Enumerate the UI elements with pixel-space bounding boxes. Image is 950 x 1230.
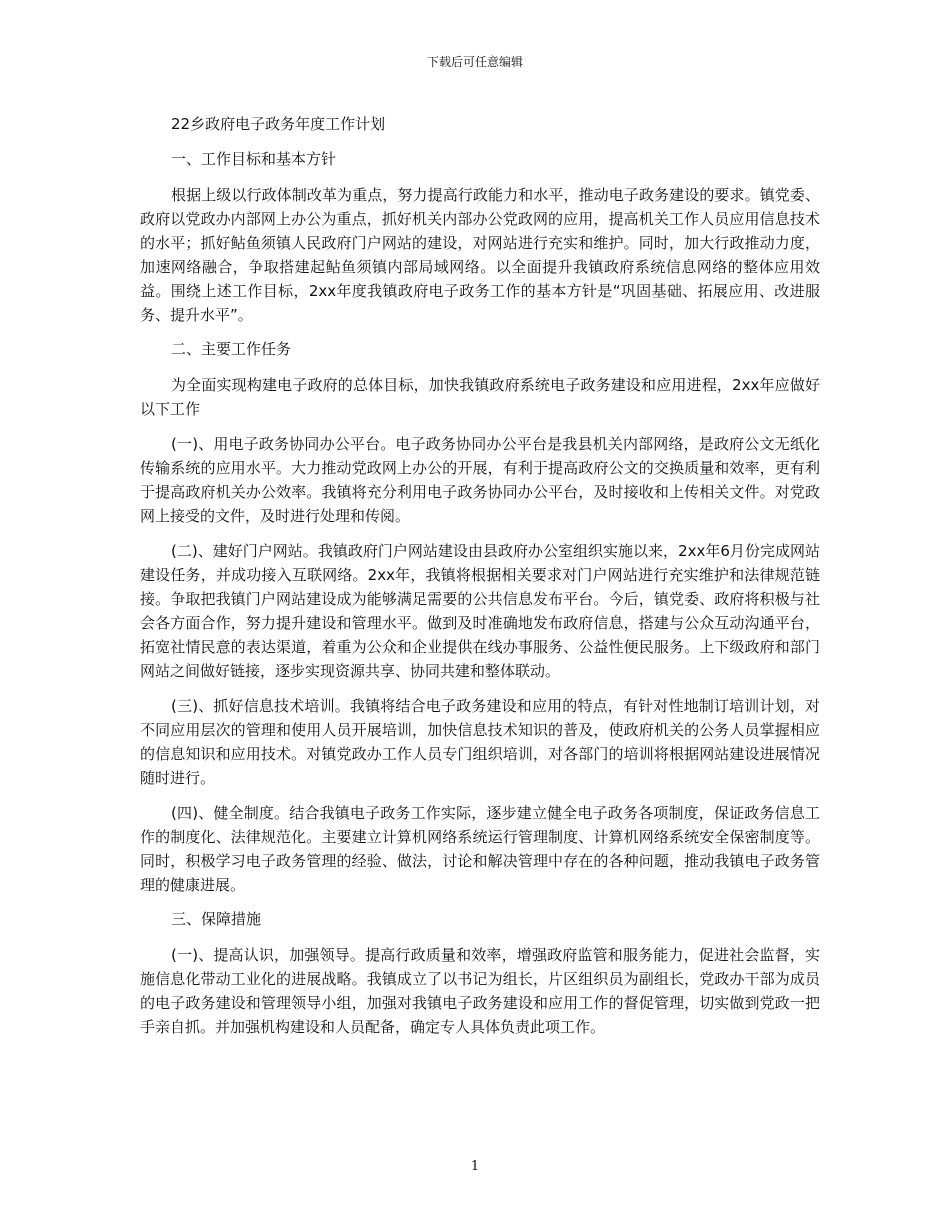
header-note: 下载后可任意编辑 xyxy=(426,55,523,69)
document-title: 22乡政府电子政务年度工作计划 xyxy=(171,115,386,133)
paragraph-task-3: (三)、抓好信息技术培训。我镇将结合电子政务建设和应用的特点，有针对性地制订培训计划，对不同应用层次的管理和使用人员开展培训，加快信息技术知识的普及，使政府机关的公务人员掌握相应的信息知识和应用技术。对镇党政办工作人员专门组织培训，对各部门的培训将根据网站建设进展情况随时进行。 xyxy=(140,697,820,787)
paragraph-measure-1: (一)、提高认识，加强领导。提高行政质量和效率，增强政府监管和服务能力，促进社会监督，实施信息化带动工业化的进展战略。我镇成立了以书记为组长，片区组织员为副组长，党政办干部为成员的电子政务建设和管理领导小组，加强对我镇电子政务建设和应用工作的督促管理，切实做到党政一把手亲自抓。并加强机构建设和人员配备，确定专人具体负责此项工作。 xyxy=(140,946,820,1036)
paragraph-task-4: (四)、健全制度。结合我镇电子政务工作实际，逐步建立健全电子政务各项制度，保证政务信息工作的制度化、法律规范化。主要建立计算机网络系统运行管理制度、计算机网络系统安全保密制度等。同时，积极学习电子政务管理的经验、做法，讨论和解决管理中存在的各种问题，推动我镇电子政务管理的健康进展。 xyxy=(140,804,820,894)
page-number: 1 xyxy=(470,1159,480,1174)
paragraph-task-2: (二)、建好门户网站。我镇政府门户网站建设由县政府办公室组织实施以来，2xx年6月份完成网站建设任务，并成功接入互联网络。2xx年，我镇将根据相关要求对门户网站进行充实维护和法律规范链接。争取把我镇门户网站建设成为能够满足需要的公共信息发布平台。今后，镇党委、政府将积极与社会各方面合作，努力提升建设和管理水平。做到及时准确地发布政府信息，搭建与公众互动沟通平台，拓宽社情民意的表达渠道，着重为公众和企业提供在线办事服务、公益性便民服务。上下级政府和部门网站之间做好链接，逐步实现资源共享、协同共建和整体联动。 xyxy=(140,542,820,680)
paragraph-task-1: (一)、用电子政务协同办公平台。电子政务协同办公平台是我县机关内部网络，是政府公文无纸化传输系统的应用水平。大力推动党政网上办公的开展，有利于提高政府公文的交换质量和效率，更有利于提高政府机关办公效率。我镇将充分利用电子政务协同办公平台，及时接收和上传相关文件。对党政网上接受的文件，及时进行处理和传阅。 xyxy=(140,435,820,525)
section-heading-goals: 一、工作目标和基本方针 xyxy=(171,150,337,168)
section-heading-measures: 三、保障措施 xyxy=(171,910,262,928)
paragraph-goals: 根据上级以行政体制改革为重点，努力提高行政能力和水平，推动电子政务建设的要求。镇党委、政府以党政办内部网上办公为重点，抓好机关内部办公党政网的应用，提高机关工作人员应用信息技术的水平；抓好鲇鱼须镇人民政府门户网站的建设，对网站进行充实和维护。同时，加大行政推动力度，加速网络融合，争取搭建起鲇鱼须镇内部局域网络。以全面提升我镇政府系统信息网络的整体应用效益。围绕上述工作目标，2xx年度我镇政府电子政务工作的基本方针是“巩固基础、拓展应用、改进服务、提升水平”。 xyxy=(140,186,820,324)
section-heading-tasks: 二、主要工作任务 xyxy=(171,340,292,358)
paragraph-tasks-intro: 为全面实现构建电子政府的总体目标，加快我镇政府系统电子政务建设和应用进程，2xx年应做好以下工作 xyxy=(140,376,820,418)
document-body xyxy=(140,113,820,1050)
